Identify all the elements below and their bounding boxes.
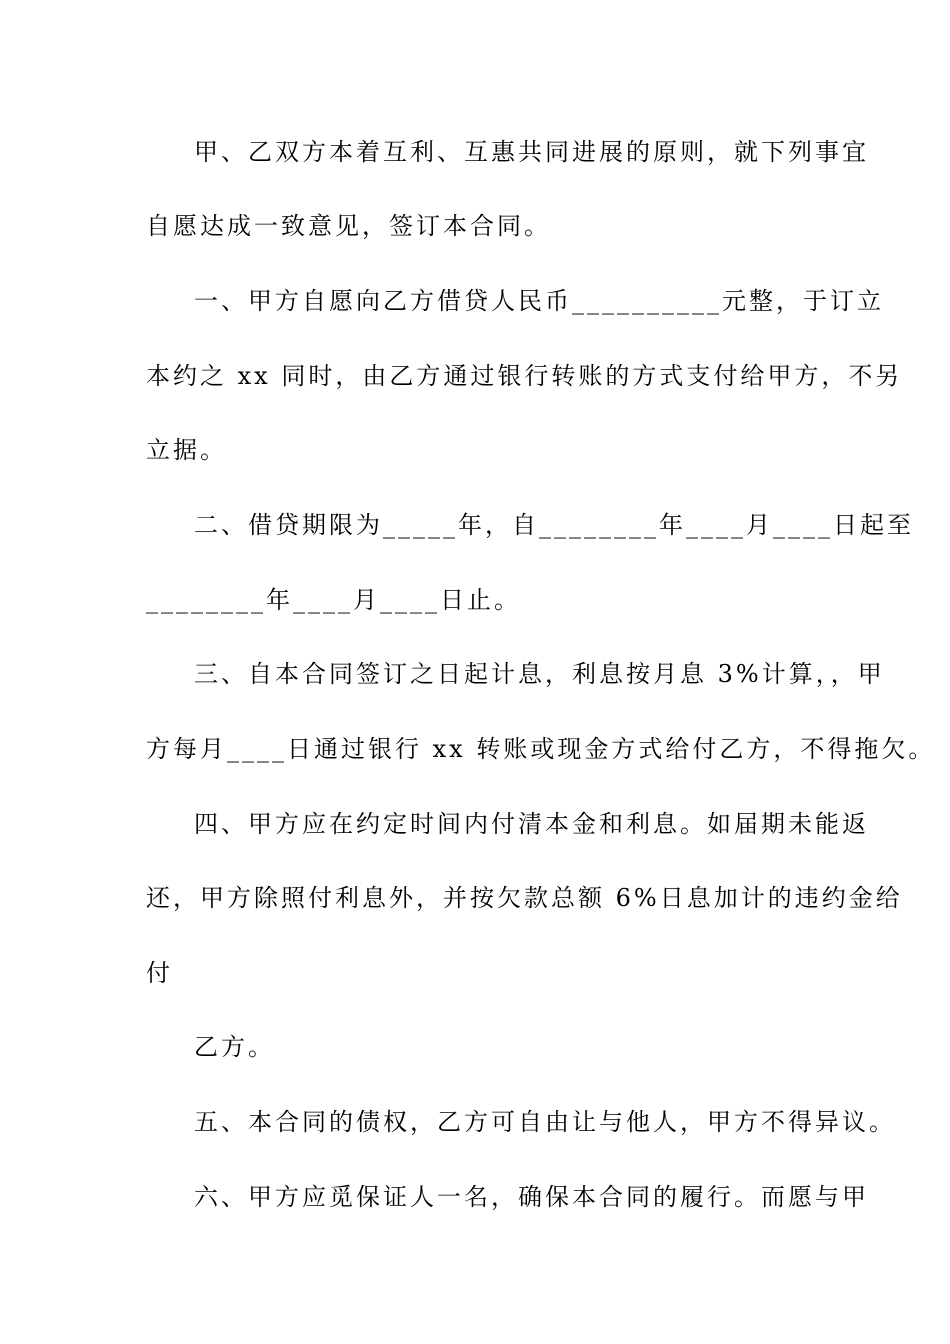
clause-5-line-1: 五、本合同的债权，乙方可自由让与他人，甲方不得异议。 (194, 1108, 896, 1136)
clause-4-line-4: 乙方。 (194, 1033, 275, 1061)
clause-6-line-1: 六、甲方应觅保证人一名，确保本合同的履行。而愿与甲 (194, 1183, 869, 1211)
clause-1-line-3: 立据。 (146, 436, 227, 464)
clause-3-line-1: 三、自本合同签订之日起计息，利息按月息 3%计算，，甲 (194, 660, 885, 688)
clause-4-line-2: 还，甲方除照付利息外，并按欠款总额 6%日息加计的违约金给 (146, 884, 903, 912)
clause-1-line-2: 本约之 xx 同时，由乙方通过银行转账的方式支付给甲方，不另 (146, 362, 903, 390)
clause-intro-line-2: 自愿达成一致意见，签订本合同。 (146, 212, 551, 240)
clause-3-line-2: 方每月____日通过银行 xx 转账或现金方式给付乙方，不得拖欠。 (146, 735, 936, 763)
clause-2-line-2: ________年____月____日止。 (146, 586, 521, 614)
clause-4-line-1: 四、甲方应在约定时间内付清本金和利息。如届期未能返 (194, 810, 869, 838)
clause-1-line-1: 一、甲方自愿向乙方借贷人民币__________元整，于订立 (194, 287, 884, 315)
clause-intro-line-1: 甲、乙双方本着互利、互惠共同进展的原则，就下列事宜 (194, 138, 869, 166)
clause-2-line-1: 二、借贷期限为_____年，自________年____月____日起至 (194, 511, 914, 539)
clause-4-line-3: 付 (146, 959, 173, 987)
